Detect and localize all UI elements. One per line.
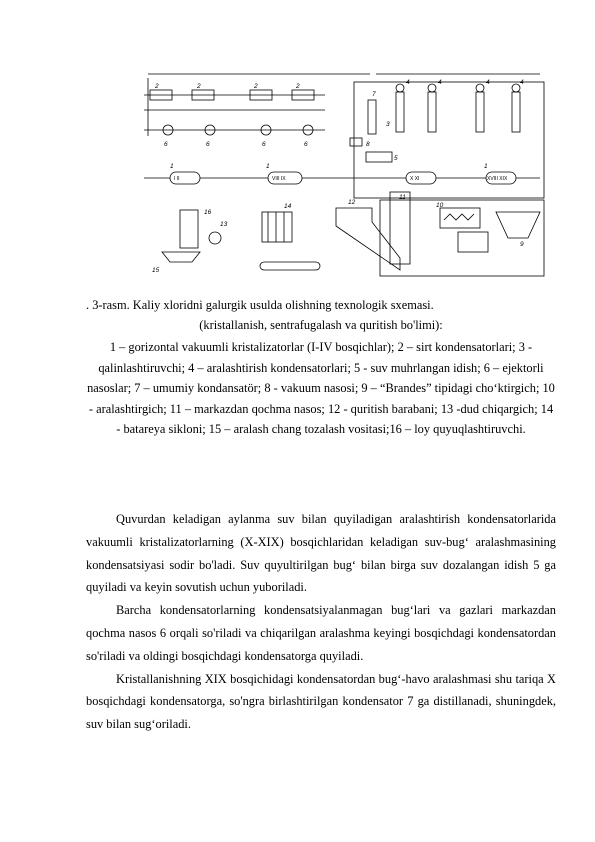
label-10: 10 <box>436 202 444 209</box>
ejector-top-1 <box>396 84 404 92</box>
mixer-coil <box>444 214 474 220</box>
dust-collector-15 <box>180 210 198 248</box>
stage-label-X-XI: X XI <box>410 176 420 182</box>
ejector-top-4 <box>512 84 520 92</box>
mixing-condenser-1 <box>396 92 404 132</box>
label-2d: 2 <box>296 83 300 90</box>
label-14: 14 <box>284 203 292 210</box>
mixing-condenser-4 <box>512 92 520 132</box>
label-6b: 6 <box>206 141 210 148</box>
label-4a: 4 <box>406 79 410 86</box>
label-2b: 2 <box>197 83 201 90</box>
label-16: 16 <box>204 209 212 216</box>
label-13: 13 <box>220 221 228 228</box>
common-condenser-7 <box>368 100 376 134</box>
figure-caption-title: . 3-rasm. Kaliy xloridni galurgik usulda olishning texnologik sxemasi. <box>86 298 434 312</box>
label-12: 12 <box>348 199 356 206</box>
flow-diagram-svg <box>100 62 555 288</box>
mixing-condenser-2 <box>428 92 436 132</box>
label-11: 11 <box>399 194 406 201</box>
stage-label-I-II: I II <box>174 176 180 182</box>
label-1b: 1 <box>266 163 270 170</box>
label-9: 9 <box>520 241 524 248</box>
label-4b: 4 <box>438 79 442 86</box>
label-8: 8 <box>366 141 370 148</box>
label-6a: 6 <box>164 141 168 148</box>
label-1a: 1 <box>170 163 174 170</box>
label-15: 15 <box>152 267 160 274</box>
label-2a: 2 <box>155 83 159 90</box>
battery-cyclone-14 <box>262 212 292 242</box>
smoke-exhaust-13 <box>209 232 221 244</box>
water-seal-vessel-5 <box>366 152 392 162</box>
figure-caption-subtitle: (kristallanish, sentrafugalash va quritish bo'limi): <box>199 318 443 332</box>
label-6c: 6 <box>262 141 266 148</box>
mixing-condenser-3 <box>476 92 484 132</box>
label-4c: 4 <box>486 79 490 86</box>
figure-legend: 1 – gorizontal vakuumli kristalizatorlar (I-IV bosqichlar); 2 – sirt kondensatorlari; 3 - qalinlashtiruvchi; 4 – aralashtirish kondensatorlari; 5 - suv muhrlangan idish; 6 – ejektorli nasoslar; 7 – umumiy kondansatör; 8 - vakuum nasosi; 9 – “Brandes” tipidagi cho‘ktirgich; 10 - aralashtirgich; 11 – markazdan qochma nasos; 12 - quritish barabani; 13 -dud chiqargich; 14 - batareya sikloni; 15 – aralash chang tozalash vositasi;16 – loy quyuqlashtiruvchi. <box>87 340 555 436</box>
centrifuge-11 <box>390 192 410 264</box>
stage-label-VIII-IX: VIII IX <box>272 176 286 182</box>
paragraph-1: Quvurdan keladigan aylanma suv bilan quyiladigan aralashtirish kondensatorlarida vakuumli kristalizatorlarning (X-XIX) bosqichlaridan keladigan suv-bug‘ aralashmasining kondensatsiyasi sodir bo'ladi. Suv quyultirilgan bug‘ bilan birga suv dozalangan idish 5 ga quyiladi va keyin sovutish uchun yuboriladi. <box>86 512 556 595</box>
label-3: 3 <box>386 121 390 128</box>
label-7: 7 <box>372 91 376 98</box>
settler-9 <box>458 232 488 252</box>
ejector-top-2 <box>428 84 436 92</box>
label-4d: 4 <box>520 79 524 86</box>
paragraph-3: Kristallanishning XIX bosqichidagi kondensatordan bug‘-havo aralashmasi shu tariqa X bosqichdagi kondensatorga, so'ngra birlashtirilgan kondensator 7 ga distillanadi, shuningdek, suv bilan sug‘oriladi. <box>86 671 556 732</box>
paragraph-2: Barcha kondensatorlarning kondensatsiyalanmagan bug‘lari va gazlari markazdan qochma nasos 6 orqali so'riladi va chiqarilgan aralashma keyingi bosqichdagi kondensatordan so'riladi va oldingi bosqichdagi kondensatorga quyiladi. <box>86 603 556 663</box>
label-5: 5 <box>394 155 398 162</box>
label-2c: 2 <box>254 83 258 90</box>
label-1c: 1 <box>484 163 488 170</box>
conveyor <box>260 262 320 270</box>
process-flow-diagram <box>100 62 555 288</box>
stage-label-XVIII-XIX: XVIII XIX <box>487 176 508 182</box>
brandes-settler-9 <box>496 212 540 238</box>
mud-thickener-16 <box>162 252 200 262</box>
ejector-top-3 <box>476 84 484 92</box>
body-text <box>86 508 556 736</box>
vacuum-pump-8 <box>350 138 362 146</box>
label-6d: 6 <box>304 141 308 148</box>
